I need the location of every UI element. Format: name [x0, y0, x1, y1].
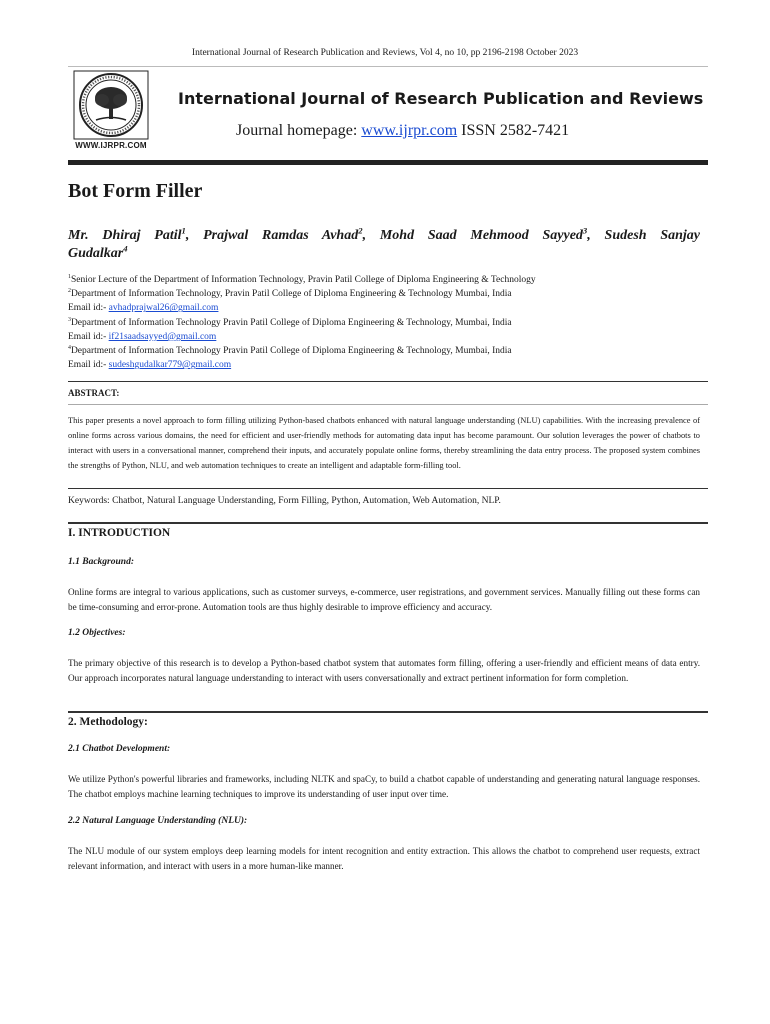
journal-title: International Journal of Research Publication and Reviews [178, 89, 704, 108]
email-3 [68, 330, 708, 344]
methodology-rule [68, 711, 708, 713]
author-4-last: Gudalkar [68, 246, 124, 261]
author-1: Mr. Dhiraj Patil [68, 228, 182, 243]
email-label: Email id:- [68, 331, 109, 342]
affil-text: Department of Information Technology Pravin Patil College of Diploma Engineering & Technology, Mumbai, India [70, 346, 512, 357]
affiliation-2 [68, 287, 708, 301]
header-thick-rule [68, 160, 708, 165]
journal-homepage [236, 122, 569, 140]
abstract-body: This paper presents a novel approach to form filling utilizing Python-based chatbots enhanced with natural language understanding (NLU) capabilities. With the increasing prevalence of online forms across various domains, the need for efficient and user-friendly methods for automating data input has become paramount. Our solution leverages the power of chatbots to interact with users in a conversational manner, comprehend their inputs, and accurately populate online forms, thereby streamlining the data entry process. The proposed system combines the strengths of Python, NLU, and web automation techniques to create an intelligent and adaptable form-filling tool. [68, 416, 700, 470]
email-link[interactable]: if21saadsayyed@gmail.com [108, 331, 217, 342]
homepage-label: Journal homepage: [236, 122, 358, 139]
author-4-sup: 4 [123, 243, 128, 254]
author-line-2 [68, 243, 128, 262]
affiliation-3 [68, 316, 708, 330]
affil-sup: 2 [68, 288, 71, 295]
header-divider [68, 66, 708, 67]
author-3: Mohd Saad Mehmood Sayyed [379, 228, 583, 243]
affil-text: Department of Information Technology, Pravin Patil College of Diploma Engineering & Technology Mumbai, India [70, 289, 512, 300]
author-line: Mr. Dhiraj Patil$^1$, Prajwal Ramdas Avhad$^2$, Mohd Saad Mehmood Sayyed$^3$, Sudesh Sanjay [68, 225, 700, 243]
author-1-sup: 1 [181, 225, 186, 236]
email-label: Email id:- [68, 303, 109, 314]
affiliations [68, 273, 708, 372]
abstract-label: ABSTRACT: [68, 388, 120, 398]
logo-url-text: WWW.IJRPR.COM [75, 141, 147, 150]
author-2-sup: 2 [358, 225, 363, 236]
affil-text: Senior Lecture of the Department of Information Technology, Pravin Patil College of Diploma Engineering & Technology [70, 275, 536, 285]
objectives-text: The primary objective of this research is to develop a Python-based chatbot system that automates form filling, offering a user-friendly and efficient means of data entry. Our approach incorporates natural language understanding to interact with users conversationally and extract pertinent information for form completion. [68, 658, 700, 683]
journal-logo [68, 70, 154, 156]
affil-sup: 4 [68, 344, 71, 351]
tree-seal-icon [68, 70, 154, 140]
section-methodology: 2. Methodology: [68, 716, 148, 728]
email-link[interactable]: avhadprajwal26@gmail.com [108, 303, 219, 314]
affiliation-1 [68, 273, 708, 287]
author-2: Prajwal Ramdas Avhad [203, 228, 359, 243]
affil-sup: 3 [68, 316, 71, 323]
keywords: Keywords: Chatbot, Natural Language Understanding, Form Filling, Python, Automation, Web Automation, NLP. [68, 496, 501, 506]
email-label: Email id:- [68, 360, 109, 371]
chatbot-text: We utilize Python's powerful libraries and frameworks, including NLTK and spaCy, to build a chatbot capable of understanding and generating natural language responses. The chatbot employs machine learning techniques to improve its understanding of user input over time. [68, 774, 700, 799]
subsection-background: 1.1 Background: [68, 557, 134, 567]
subsection-nlu: 2.2 Natural Language Understanding (NLU): [68, 816, 248, 826]
subsection-chatbot: 2.1 Chatbot Development: [68, 744, 171, 754]
email-link[interactable]: sudeshgudalkar779@gmail.com [108, 360, 232, 371]
intro-rule [68, 522, 708, 524]
abstract-label-rule [68, 404, 708, 405]
abstract-bottom-rule [68, 488, 708, 489]
abstract-top-rule [68, 381, 708, 382]
running-head: International Journal of Research Publication and Reviews, Vol 4, no 10, pp 2196-2198 October 2023 [191, 48, 579, 58]
homepage-link[interactable]: www.ijrpr.com [361, 122, 458, 139]
background-text: Online forms are integral to various applications, such as customer surveys, e-commerce, user registrations, and government services. Manually filling out these forms can be time-consuming and error-prone. Automation tools are thus highly desirable to improve efficiency and accuracy. [68, 587, 700, 612]
subsection-objectives: 1.2 Objectives: [68, 628, 126, 638]
author-4-first: Sudesh Sanjay [604, 228, 700, 243]
email-2 [68, 301, 708, 315]
affiliation-4 [68, 344, 708, 358]
nlu-text: The NLU module of our system employs deep learning models for intent recognition and entity extraction. This allows the chatbot to comprehend user requests, extract relevant information, and interact with users in a more human-like manner. [68, 846, 700, 871]
author-3-sup: 3 [582, 225, 588, 236]
affil-sup: 1 [68, 273, 71, 280]
issn: ISSN 2582-7421 [461, 122, 570, 139]
paper-title: Bot Form Filler [68, 180, 203, 202]
section-introduction: I. INTRODUCTION [68, 527, 171, 539]
email-4 [68, 358, 708, 372]
affil-text: Department of Information Technology Pravin Patil College of Diploma Engineering & Technology, Mumbai, India [70, 317, 512, 328]
